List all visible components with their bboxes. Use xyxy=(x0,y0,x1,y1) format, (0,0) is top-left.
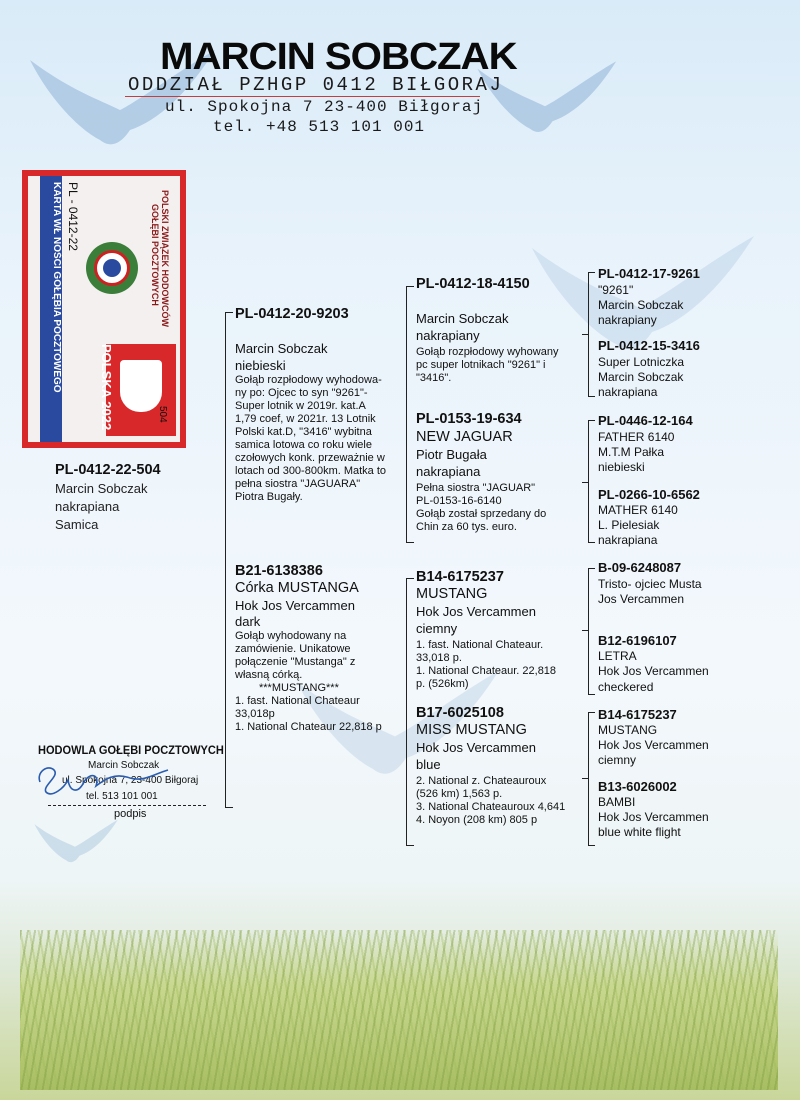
card-ring: PL - 0412-22 xyxy=(66,182,80,251)
gg-ring: B13-6026002 xyxy=(598,779,677,794)
ss-owner: Marcin Sobczak xyxy=(416,311,509,326)
bracket-gen2-dam xyxy=(406,578,407,845)
bracket-gen1 xyxy=(225,312,226,807)
sd-owner: Piotr Bugała xyxy=(416,447,487,462)
subject-ring: PL-0412-22-504 xyxy=(55,462,161,478)
dd-color: blue xyxy=(416,757,441,772)
grass-background xyxy=(20,930,778,1090)
signature-line xyxy=(48,805,206,806)
gg-ring: B12-6196107 xyxy=(598,633,677,648)
dove-watermark-icon xyxy=(30,810,120,870)
gg-ring: B-09-6248087 xyxy=(598,560,682,575)
pedigree-page: MARCIN SOBCZAK ODDZIAŁ PZHGP 0412 BIŁGORAJ ul. Spokojna 7 23-400 Biłgoraj tel. +48 513 101 001 KARTA WŁ NOŚCI GOŁĘBIA POCZTOWEGO PL - 0412-22 POLSKI ZWIĄZEK HODOWCÓW GOŁĘBI POCZTOWYCH POLSKA 2022 504 PL-0412-22-504 Marcin Sobczak nakrapiana Samica PL-0412-20-9203 Marcin Sobczak niebieski Gołąb rozpłodowy wyhodowa- ny po: Ojcec to syn "9261"- Super lotnik w 2019r. kat.A 1,79 coef, w 2021r. 13 Lotnik Polski kat.D, "3416" wybitna samica lotowa co roku wiele czołowych konk. przeważnie w lotach od 300-800km. Matka to pełna siostra "JAGUARA" Piotra Bugały. B21-6138386 Córka MUSTANGA Hok Jos Vercammen dark Gołąb wyhodowany na zamówienie. Unikatowe połączenie "Mustanga" z własną córką. ***MUSTANG*** 1. fast. National Chateaur 33,018p 1. National Chateaur 22,818 p PL-0412-18-4150 Marcin Sobczak nakrapiany Gołąb rozpłodowy wyhowany pc super lotnikach "9261" i "3416". PL-0153-19-634 NEW JAGUAR Piotr Bugała nakrapiana Pełna siostra "JAGUAR" PL-0153-16-6140 Gołąb został sprzedany do Chin za 60 tys. euro. B14-6175237 MUSTANG Hok Jos Vercammen ciemny 1. fast. National Chateaur. 33,018 p. 1. National Chateaur. 22,818 p. (526km) B17-6025108 MISS MUSTANG Hok Jos Vercammen blue 2. National z. Chateauroux (526 km) 1,563 p. 3. National Chateauroux 4,641 4. Noyon (208 km) 805 p PL-0412-17-9261 "9261" Marcin Sobczak nakrapiany PL-0412-15-3416 Super Lotniczka Marcin Sobczak nakrapiana PL-0446-12-164 FATHER 6140 M.T.M Pałka niebieski PL-0266-10-6562 MATHER 6140 L. Pielesiak nakrapiana B-09-6248087 Tristo- ojciec Musta Jos Vercammen B12-6196107 LETRA Hok Jos Vercammen checkered B14-6175237 MUSTANG Hok Jos Vercammen ciemny B13-6026002 BAMBI Hok Jos Vercammen blue white flight HODOWLA GOŁĘBI POCZTOWYCH Marcin Sobczak ul. Spokojna 7, 23-400 Biłgoraj tel. 513 101 001 podpis xyxy=(0,0,800,1100)
ds-name: MUSTANG xyxy=(416,586,488,602)
sire-notes: Gołąb rozpłodowy wyhodowa- ny po: Ojcec to syn "9261"- Super lotnik w 2019r. kat.A 1,79 coef, w 2021r. 13 Lotnik Polski kat.D, "3416" wybitna samica lotowa co roku wiele czołowych konk. przeważnie w lotach od 300-800km. Matka to pełna siostra "JAGUARA" Piotra Bugały. xyxy=(235,374,387,503)
ds-color: ciemny xyxy=(416,621,458,636)
card-country: POLSKA 2022 xyxy=(99,344,114,431)
bracket-gen3-2 xyxy=(588,420,589,542)
stamp-name: Marcin Sobczak xyxy=(88,760,160,771)
subject-color: nakrapiana xyxy=(55,499,120,514)
bracket-gen2-sire xyxy=(406,286,407,542)
header-divider xyxy=(125,96,480,97)
gg-ring: PL-0412-15-3416 xyxy=(598,338,700,353)
dam-breeder: Hok Jos Vercammen xyxy=(235,598,355,613)
stamp-address: ul. Spokojna 7, 23-400 Biłgoraj xyxy=(62,775,199,786)
dam-ring: B21-6138386 xyxy=(235,563,323,579)
dd-name: MISS MUSTANG xyxy=(416,722,527,738)
ss-notes: Gołąb rozpłodowy wyhowany pc super lotnikach "9261" i "3416". xyxy=(416,346,559,384)
bracket-gen3-4 xyxy=(588,712,589,845)
ownership-card xyxy=(22,170,186,448)
gg-ring: PL-0266-10-6562 xyxy=(598,487,700,502)
ds-results: 1. fast. National Chateaur. 33,018 p. 1. National Chateaur. 22,818 p. (526km) xyxy=(416,639,557,690)
card-number: 504 xyxy=(157,406,168,423)
signature-label: podpis xyxy=(114,808,147,820)
bracket-gen3-3 xyxy=(588,568,589,694)
breeder-address: ul. Spokojna 7 23-400 Biłgoraj xyxy=(165,98,484,116)
card-org-line2: GOŁĘBI POCZTOWYCH xyxy=(150,204,160,306)
bracket-gen3-1 xyxy=(588,272,589,396)
sd-color: nakrapiana xyxy=(416,464,481,479)
ss-ring: PL-0412-18-4150 xyxy=(416,276,530,292)
gg-ring: PL-0446-12-164 xyxy=(598,413,693,428)
dam-name: Córka MUSTANGA xyxy=(235,580,359,596)
card-org-line1: POLSKI ZWIĄZEK HODOWCÓW xyxy=(160,190,170,327)
sire-owner: Marcin Sobczak xyxy=(235,341,328,356)
breeder-phone: tel. +48 513 101 001 xyxy=(213,118,426,136)
dd-breeder: Hok Jos Vercammen xyxy=(416,740,536,755)
dd-ring: B17-6025108 xyxy=(416,705,504,721)
stamp-title: HODOWLA GOŁĘBI POCZTOWYCH xyxy=(38,743,224,757)
gg-ring: B14-6175237 xyxy=(598,707,677,722)
stamp-phone: tel. 513 101 001 xyxy=(86,791,158,802)
ss-color: nakrapiany xyxy=(416,328,480,343)
sd-ring: PL-0153-19-634 xyxy=(416,411,522,427)
sire-color: niebieski xyxy=(235,358,286,373)
dam-notes: Gołąb wyhodowany na zamówienie. Unikatowe połączenie "Mustanga" z własną córką. ***MUSTANG*** 1. fast. National Chateaur 33,018p 1. National Chateaur 22,818 p xyxy=(235,630,382,733)
card-band-text: KARTA WŁ NOŚCI GOŁĘBIA POCZTOWEGO xyxy=(51,182,62,393)
sd-name: NEW JAGUAR xyxy=(416,429,513,445)
sd-notes: Pełna siostra "JAGUAR" PL-0153-16-6140 Gołąb został sprzedany do Chin za 60 tys. euro. xyxy=(416,482,547,533)
gg-ring: PL-0412-17-9261 xyxy=(598,266,700,281)
breeder-name: MARCIN SOBCZAK xyxy=(160,36,517,78)
handwritten-signature-icon xyxy=(34,752,174,802)
breeder-division: ODDZIAŁ PZHGP 0412 BIŁGORAJ xyxy=(128,74,504,96)
ds-breeder: Hok Jos Vercammen xyxy=(416,604,536,619)
subject-sex: Samica xyxy=(55,517,99,532)
dd-results: 2. National z. Chateauroux (526 km) 1,563 p. 3. National Chateauroux 4,641 4. Noyon (208 km) 805 p xyxy=(416,775,566,826)
ds-ring: B14-6175237 xyxy=(416,569,504,585)
eagle-icon xyxy=(120,360,162,412)
sire-ring: PL-0412-20-9203 xyxy=(235,306,349,322)
dam-color: dark xyxy=(235,614,261,629)
subject-owner: Marcin Sobczak xyxy=(55,481,148,496)
